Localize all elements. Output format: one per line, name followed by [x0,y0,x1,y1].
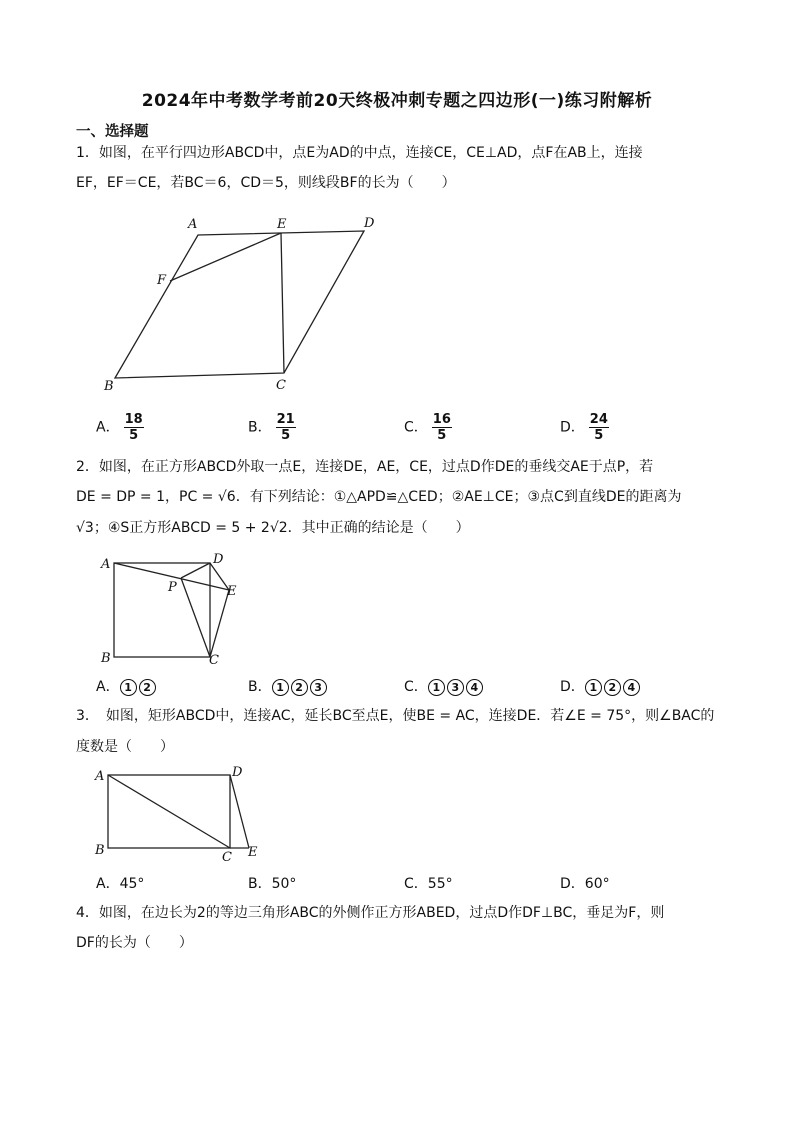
q3-option-a [96,873,144,893]
q2-text-line2: DE = DP = 1，PC = √6．有下列结论：①△APD≌△CED；②AE⊥CE；③点C到直线DE的距离为 [76,489,682,505]
q2-option-c-choice-2: 3 [447,679,464,696]
q2-label-e: E [227,584,237,599]
q1-option-a-letter: A． [96,419,120,436]
q2-text-line3: √3；④S正方形ABCD = 5 + 2√2．其中正确的结论是（ ） [76,520,470,536]
q1-option-d [560,412,609,443]
q1-text-line2: EF，EF＝CE，若BC＝6，CD＝5，则线段BF的长为（ ） [76,175,456,191]
q3-label-e: E [248,845,258,860]
q1-segment-ef [170,233,281,281]
q2-option-c [404,676,485,696]
q1-label-d: D [364,216,375,231]
q2-label-p: P [168,580,177,595]
q3-option-a-letter: A． [96,876,120,892]
q2-option-b-letter: B． [248,679,272,695]
q3-label-b: B [95,843,105,858]
q1-parallelogram [115,231,364,378]
q2-option-d-choice-2: 2 [604,679,621,696]
q1-option-d-num: 24 [589,412,608,427]
q1-option-d-fraction [589,412,609,443]
q2-option-a-choice-2: 2 [139,679,156,696]
q1-option-d-letter: D． [560,419,585,436]
q1-option-a-den: 5 [129,428,139,443]
q1-option-b-letter: B． [248,419,272,436]
q1-segment-ec [281,233,284,373]
q3-option-b-value: 50° [271,876,297,892]
q1-option-c-den: 5 [437,428,447,443]
q2-segment-pc [181,578,210,657]
q1-option-a-fraction [124,412,144,443]
section-heading: 一、选择题 [76,124,149,140]
q1-label-b: B [104,379,114,394]
q3-option-d-value: 60° [584,876,610,892]
q1-option-c-num: 16 [432,412,451,427]
q3-text-line1: 3． 如图，矩形ABCD中，连接AC，延长BC至点E，使BE = AC，连接DE．若∠E = 75°，则∠BAC的 [76,708,715,724]
q2-square-figure [96,550,256,670]
q2-label-c: C [209,653,219,668]
q2-option-b [248,676,329,696]
q1-label-e: E [277,217,287,232]
q1-option-b-den: 5 [281,428,291,443]
q2-label-d: D [213,552,224,567]
document-title: 2024年中考数学考前20天终极冲刺专题之四边形(一)练习附解析 [141,91,653,111]
q1-parallelogram-figure [100,212,380,397]
q3-option-d-letter: D． [560,876,585,892]
q2-label-b: B [101,651,111,666]
q3-option-c [404,873,453,893]
q2-text-line1: 2．如图，在正方形ABCD外取一点E，连接DE，AE，CE，过点D作DE的垂线交AE于点P，若 [76,459,654,475]
q3-segment-de [230,775,249,848]
q1-text-line1: 1．如图，在平行四边形ABCD中，点E为AD的中点，连接CE，CE⊥AD，点F在AB上，连接 [76,145,643,161]
q3-option-d [560,873,610,893]
q2-label-a: A [101,557,111,572]
q2-option-c-choice-3: 4 [466,679,483,696]
q1-label-c: C [276,378,286,393]
q1-option-c-fraction [432,412,452,443]
q2-square-abcd [114,563,210,657]
q1-option-b-num: 21 [276,412,295,427]
q2-option-c-choice-1: 1 [428,679,445,696]
q1-label-a: A [188,217,198,232]
q3-option-a-value: 45° [119,876,145,892]
q2-option-b-choice-2: 2 [291,679,308,696]
q2-segment-ec [210,590,229,657]
q2-segment-dp [181,563,210,578]
q1-option-c-letter: C． [404,419,428,436]
q2-option-c-letter: C． [404,679,428,695]
q2-option-d [560,676,642,696]
q2-option-a-choice-1: 1 [120,679,137,696]
q3-rectangle-figure [90,764,270,864]
q3-label-d: D [232,765,243,780]
q3-option-c-value: 55° [427,876,453,892]
q3-option-b [248,873,296,893]
q3-label-c: C [222,850,232,864]
q1-option-a-num: 18 [124,412,143,427]
q3-label-a: A [95,769,105,784]
q1-label-f: F [157,273,167,288]
q4-text-line1: 4．如图，在边长为2的等边三角形ABC的外侧作正方形ABED，过点D作DF⊥BC，垂足为F，则 [76,905,665,921]
q1-option-b-fraction [276,412,296,443]
q2-option-d-letter: D． [560,679,585,695]
q1-option-d-den: 5 [594,428,604,443]
q3-segment-ac [108,775,230,848]
q3-option-c-letter: C． [404,876,428,892]
q2-option-a-letter: A． [96,679,120,695]
q1-option-b [248,412,296,443]
q2-option-b-choice-1: 1 [272,679,289,696]
q2-option-d-choice-3: 4 [623,679,640,696]
q1-option-c [404,412,452,443]
q2-option-b-choice-3: 3 [310,679,327,696]
q1-option-a [96,412,144,443]
q2-option-d-choice-1: 1 [585,679,602,696]
q4-text-line2: DF的长为（ ） [76,935,193,951]
q3-option-b-letter: B． [248,876,272,892]
q3-text-line2: 度数是（ ） [76,739,174,755]
q2-option-a [96,676,158,696]
